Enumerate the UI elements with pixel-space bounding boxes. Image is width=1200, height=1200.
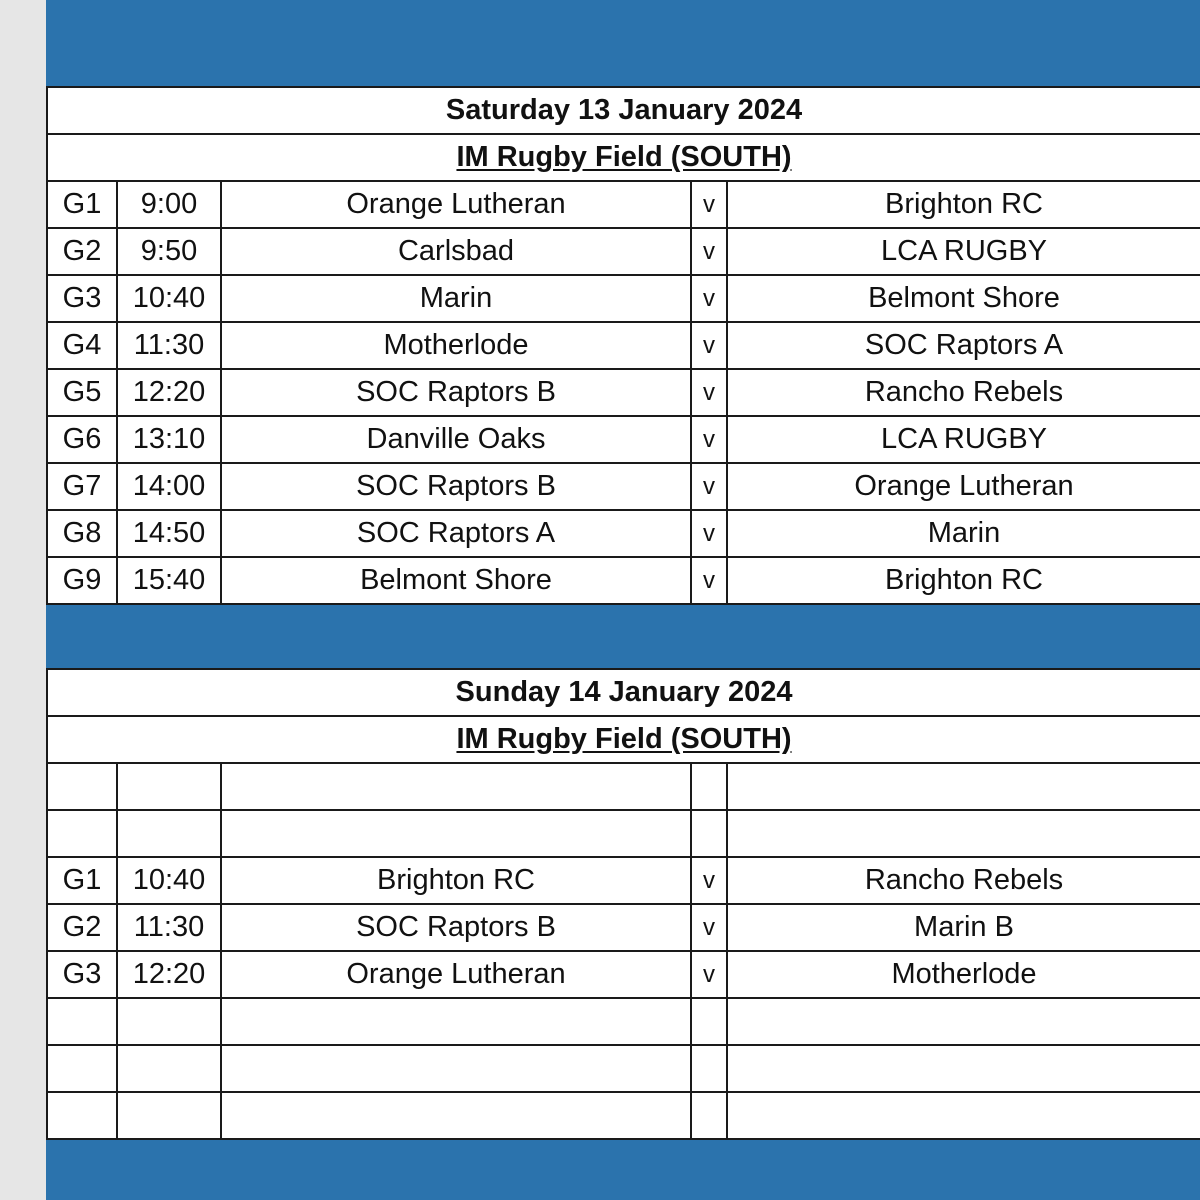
game-time: 11:30 (117, 322, 221, 369)
table-row (47, 1045, 1200, 1092)
game-time: 12:20 (117, 951, 221, 998)
versus: v (691, 951, 727, 998)
date-row (47, 669, 1200, 716)
day-date: Sunday 14 January 2024 (47, 669, 1200, 716)
away-team: Rancho Rebels (727, 369, 1200, 416)
table-row (47, 181, 1200, 228)
versus: v (691, 275, 727, 322)
versus: v (691, 857, 727, 904)
home-team: SOC Raptors A (221, 510, 691, 557)
versus (691, 998, 727, 1045)
game-time: 11:30 (117, 904, 221, 951)
schedule-table-sunday (46, 668, 1200, 1140)
home-team (221, 998, 691, 1045)
versus: v (691, 557, 727, 604)
schedule-table-saturday (46, 86, 1200, 605)
day-date: Saturday 13 January 2024 (47, 87, 1200, 134)
game-number (47, 998, 117, 1045)
table-row (47, 998, 1200, 1045)
versus (691, 810, 727, 857)
versus (691, 1045, 727, 1092)
game-time: 13:10 (117, 416, 221, 463)
table-row (47, 275, 1200, 322)
away-team: Marin (727, 510, 1200, 557)
table-row (47, 369, 1200, 416)
game-time: 9:50 (117, 228, 221, 275)
game-time: 14:00 (117, 463, 221, 510)
game-number: G9 (47, 557, 117, 604)
game-time: 9:00 (117, 181, 221, 228)
game-number: G8 (47, 510, 117, 557)
schedule-page (46, 0, 1200, 1200)
venue-row (47, 134, 1200, 181)
game-time: 15:40 (117, 557, 221, 604)
table-row (47, 416, 1200, 463)
table-row (47, 463, 1200, 510)
away-team: Orange Lutheran (727, 463, 1200, 510)
game-time: 12:20 (117, 369, 221, 416)
away-team (727, 810, 1200, 857)
table-row (47, 810, 1200, 857)
home-team: Marin (221, 275, 691, 322)
table-row (47, 557, 1200, 604)
home-team (221, 1092, 691, 1139)
game-number: G4 (47, 322, 117, 369)
home-team: SOC Raptors B (221, 463, 691, 510)
versus: v (691, 463, 727, 510)
versus: v (691, 369, 727, 416)
table-row (47, 228, 1200, 275)
versus: v (691, 322, 727, 369)
home-team (221, 1045, 691, 1092)
versus: v (691, 416, 727, 463)
game-time (117, 1045, 221, 1092)
game-number: G2 (47, 904, 117, 951)
venue-name: IM Rugby Field (SOUTH) (456, 141, 792, 173)
game-number: G3 (47, 275, 117, 322)
table-row (47, 857, 1200, 904)
game-time (117, 763, 221, 810)
away-team: LCA RUGBY (727, 416, 1200, 463)
game-time: 10:40 (117, 275, 221, 322)
home-team: SOC Raptors B (221, 904, 691, 951)
home-team: Orange Lutheran (221, 951, 691, 998)
game-number: G1 (47, 181, 117, 228)
table-row (47, 1092, 1200, 1139)
away-team: LCA RUGBY (727, 228, 1200, 275)
game-time: 10:40 (117, 857, 221, 904)
venue-row (47, 716, 1200, 763)
versus (691, 1092, 727, 1139)
home-team: Belmont Shore (221, 557, 691, 604)
versus: v (691, 904, 727, 951)
game-number (47, 1092, 117, 1139)
away-team: Belmont Shore (727, 275, 1200, 322)
home-team (221, 763, 691, 810)
away-team: Rancho Rebels (727, 857, 1200, 904)
venue-name: IM Rugby Field (SOUTH) (456, 723, 792, 755)
table-row (47, 904, 1200, 951)
versus (691, 763, 727, 810)
top-band (46, 0, 1200, 86)
game-number: G7 (47, 463, 117, 510)
table-row (47, 322, 1200, 369)
game-number: G2 (47, 228, 117, 275)
away-team (727, 998, 1200, 1045)
versus: v (691, 510, 727, 557)
game-time (117, 1092, 221, 1139)
table-row (47, 951, 1200, 998)
game-number: G6 (47, 416, 117, 463)
away-team: Brighton RC (727, 181, 1200, 228)
away-team (727, 1045, 1200, 1092)
away-team: Motherlode (727, 951, 1200, 998)
away-team: SOC Raptors A (727, 322, 1200, 369)
game-number (47, 810, 117, 857)
versus: v (691, 228, 727, 275)
game-number: G3 (47, 951, 117, 998)
home-team: Carlsbad (221, 228, 691, 275)
versus: v (691, 181, 727, 228)
home-team: Danville Oaks (221, 416, 691, 463)
away-team (727, 1092, 1200, 1139)
away-team: Brighton RC (727, 557, 1200, 604)
table-row (47, 763, 1200, 810)
home-team: Brighton RC (221, 857, 691, 904)
game-number: G1 (47, 857, 117, 904)
date-row (47, 87, 1200, 134)
home-team: Motherlode (221, 322, 691, 369)
away-team: Marin B (727, 904, 1200, 951)
table-row (47, 510, 1200, 557)
game-time (117, 810, 221, 857)
home-team: Orange Lutheran (221, 181, 691, 228)
game-number (47, 763, 117, 810)
game-time: 14:50 (117, 510, 221, 557)
game-number (47, 1045, 117, 1092)
home-team (221, 810, 691, 857)
game-number: G5 (47, 369, 117, 416)
home-team: SOC Raptors B (221, 369, 691, 416)
game-time (117, 998, 221, 1045)
away-team (727, 763, 1200, 810)
